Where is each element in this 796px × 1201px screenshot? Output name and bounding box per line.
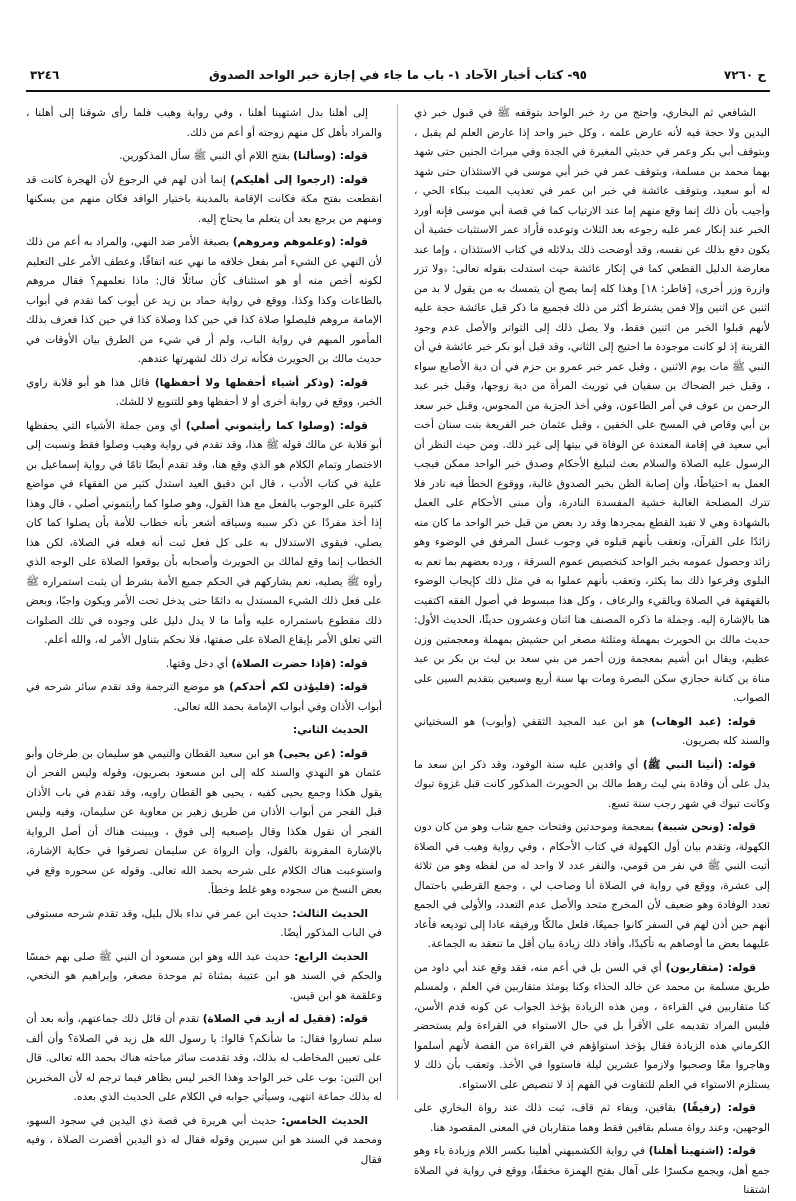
left-column [26, 104, 382, 1166]
running-title: ٩٥- كتاب أخبار الآحاد ١- باب ما جاء في إجازة خبر الواحد الصدوق [209, 68, 587, 82]
paragraph-heading: قوله: (اشتهينا أهلنا) [648, 1145, 757, 1157]
paragraph-text: هو ابن سعيد القطان والتيمي هو سليمان بن طرخان وأبو عثمان هو النهدي والسند كله إلى ابن مسعود بصريون، وقوله وليس الفجر أن يقول هكذا وجمع يحيى كفيه ، يحيى هو القطان راويه، وقد تقدم في باب الأذان قبل الفجر من أبواب الأذان من طريق زهير بن معاوية عن سليمان، وفيه وليس الفجر أن تقول هكذا وقال بإصبعيه إلى فوق ، ويبينت هناك أن أصل الرواية بالإشارة المقرونة بالقول، وأن الرواة عن سليمان تصرفوا في حكاية الإشارة، واستوعبت هناك الكلام على شرحه بحمد الله تعالى. وقوله عن سحوره وقع في بعض النسخ من سجوده وهو غلط وخطأ. [26, 747, 382, 896]
paragraph [26, 678, 382, 717]
hadith-number: ح ٧٢٦٠ [723, 68, 766, 82]
paragraph-text: في رواية الكشميهني أهلينا بكسر اللام وزيادة ياء وهو جمع أهل، ويجمع مكسرًا على آهال بفتح الهمزة مخففًا، ووقع في رواية في الصلاة اشتقنا [414, 1145, 770, 1196]
column-divider [397, 104, 398, 1100]
paragraph-heading: قوله: (ارجعوا إلى أهليكم) [230, 173, 368, 186]
paragraph-text: بفتح اللام أي النبي ﷺ سأل المذكورين. [119, 150, 294, 162]
paragraph-heading: قوله: (عن يحيى) [278, 747, 369, 760]
paragraph [26, 655, 382, 675]
paragraph [26, 745, 382, 901]
paragraph-heading: قوله: (وسألنا) [293, 150, 368, 162]
paragraph-text: الشافعي ثم البخاري، واحتج من رد خبر الواحد بتوقفه ﷺ في قبول خبر ذي اليدين ولا حجة فيه لأنه عارض علمه ، وكل خبر واحد إذا عارض العلم لم يقبل ، وبتوقف أبي بكر وعمر في حديثي المغيرة في الجدة وفي ميراث الجنين حتى شهد بهما محمد بن مسلمة، وبتوقف عمر في خبر أبي موسى في الاستئذان حتى شهد له أبو سعيد، وبتوقف عائشة في خبر ابن عمر في تعذيب الميت ببكاء الحي ، وأجيب بأن ذلك إنما وقع منهم إما عند الارتياب كما في قصة أبي موسى فإنه أورد الخبر عند إنكار عمر عليه رجوعه بعد الثلاث وتوعده فأراد عمر الاستثبات خشية أن يكون دفع بذلك عن نفسه، وقد أوضحت ذلك بدلائله في كتاب الاستئذان ، وإما عند معارضة الدليل القطعي كما في إنكار عائشة حيث استدلت بقوله تعالى: ﴿ولا تزر وازرة وزر أخرى﴾ [فاطر: ١٨] وهذا كله إنما يصح أن يتمسك به من يقول لا بد من اثنين عن اثنين وإلا فمن يشترط أكثر من ذلك فجميع ما ذكر قبل عائشة حجة عليه لأنهم قبلوا الخبر من اثنين فقط، ولا يصل ذلك إلى التواتر والأصل عدم وجود القرينة إذ لو كانت موجودة ما احتيج إلى الثاني، وقد قبل أبو بكر خبر عائشة في أن النبي ﷺ مات يوم الاثنين ، وقبل عمر خبر عمرو بن حزم في أن دية الأصابع سواء ، وقبل خبر الضحاك بن سفيان في توريث المرأة من دية زوجها، وقبل خبر عبد الرحمن بن عوف في أمر الطاعون، وفي أخذ الجزية من المجوس، وقبل خبر سعد بن أبي وقاص في المسح على الخفين ، وقبل عثمان خبر الفريعة بنت سنان أخت أبي سعيد في إقامة المعتدة عن الوفاة في بيتها إلى غير ذلك. ومن حيث النظر أن الرسول عليه الصلاة والسلام بعث لتبليغ الأحكام وصدق خبر الواحد ممكن فيجب العمل به احتياطًا، وأن إصابة الظن بخبر الصدوق غالبة، ووقوع الخطأ فيه نادر فلا تترك المصلحة الغالبة خشية المفسدة النادرة، وأن مبنى الأحكام على العمل بالشهادة وهي لا تفيد القطع بمجردها وقد رد بعض من قبل خبر الواحد ما كان منه زائدًا على القرآن، وتعقب بأنهم قبلوه في وجوب غسل المرفق في الوضوء وهو زائد وحصول عمومه بخبر الواحد كتخصيص عموم السرقة ، ورده بعضهم بما تعم به البلوى وفرعوا ذلك بما يكثر، وتعقب بأنهم عملوا به في مثل ذلك كإيجاب الوضوء بالقهقهة في الصلاة وبالقيء والرعاف ، وكل هذا مبسوط في أصول الفقه اكتفيت هنا بالإشارة إليه. وجملة ما ذكره المصنف هنا اثنان وعشرون حديثًا، الحديث الأول: حديث مالك بن الحويرث بمهملة ومثلثة مصغر ابن حشيش بمهملة ومعجمتين وزن عظيم، ويقال ابن أشيم بمعجمة وزن أحمر من بني سعد بن ليث بن بكر بن عبد مناة بن كنانة حجازي سكن البصرة ومات بها سنة أربع وسبعين بتقديم السين على الصواب. [414, 107, 771, 704]
paragraph [414, 104, 770, 709]
paragraph-text: قائل هذا هو أبو قلابة راوي الخبر، ووقع في رواية أخرى أو لا أحفظها وهو للتنويع لا للشك. [26, 376, 382, 408]
paragraph [414, 713, 770, 752]
paragraph [26, 1010, 382, 1108]
paragraph [414, 818, 770, 955]
book-page [26, 60, 771, 1196]
paragraph-text: أي في السن بل في أعم منه، فقد وقع عند أبي داود من طريق مسلمة بن محمد عن خالد الحذاء وكنا يومئذ متقاربين في العلم ، ولمسلم كنا متقاربين في القراءة ، ومن هذه الزيادة يؤخذ الجواب عن كونه قدم الأسن، فليس المراد تقديمه على الأقرأ بل في حال الاستواء في القراءة ولم يستحضر الكرماني هذه الزيادة فقال يؤخذ استواؤهم في القراءة من القصة لأنهم أسلموا وهاجروا معًا وصحبوا ولازموا عشرين ليلة فاستووا في الأخذ. وتعقب بأن ذلك لا يستلزم الاستواء في العلم للتفاوت في الفهم إذ لا تنصيص على الاستواء. [414, 961, 770, 1091]
paragraph-text: أي دخل وقتها. [165, 657, 232, 670]
paragraph [26, 147, 382, 167]
paragraph-heading: الحديث الرابع: [294, 950, 368, 963]
paragraph [26, 233, 382, 370]
paragraph-heading: قوله: (فقيل له أزيد في الصلاة) [202, 1013, 369, 1025]
paragraph-text: هو موضع الترجمة وقد تقدم سائر شرحه في أبواب الأذان وفي أبواب الإمامة بحمد الله تعالى. [26, 681, 382, 713]
paragraph [414, 1099, 770, 1138]
paragraph-heading: قوله: (عبد الوهاب) [650, 715, 756, 728]
paragraph-heading: قوله: (وصلوا كما رأيتموني أصلي) [185, 419, 368, 432]
paragraph-heading: قوله: (ونحن شببة) [657, 821, 756, 833]
paragraph-heading: قوله: (أتينا النبي ﷺ) [642, 758, 756, 771]
paragraph [26, 417, 382, 651]
paragraph [26, 721, 382, 741]
paragraph [26, 1112, 382, 1171]
paragraph-heading: قوله: (فإذا حضرت الصلاة) [231, 657, 368, 670]
paragraph-heading: الحديث الخامس: [281, 1114, 368, 1127]
paragraph-text: حديث ابن عمر في نداء بلال بليل، وقد تقدم شرحه مستوفى في الباب المذكور أيضًا. [26, 907, 382, 939]
paragraph-text: بقافين، وبفاء ثم قاف، ثبت ذلك عند رواة البخاري على الوجهين، وعند رواة مسلم بقافين فقط وهما متقاربان في المعنى المقصود هنا. [414, 1102, 770, 1134]
paragraph-heading: الحديث الثاني: [292, 724, 368, 736]
paragraph [26, 948, 382, 1007]
paragraph-text: حديث عبد الله وهو ابن مسعود أن النبي ﷺ صلى بهم خمسًا والحكم في السند هو ابن عتيبة بمثناة ثم موحدة مصغر، وإبراهيم هو النخعي، وعلقمة هو ابن قيس. [26, 950, 382, 1002]
paragraph-text: هو ابن عبد المجيد الثقفي (وأيوب) هو السختياني والسند كله بصريون. [414, 715, 770, 747]
paragraph [26, 171, 382, 230]
paragraph-text: أي ومن جملة الأشياء التي يحفظها أبو قلابة عن مالك قوله ﷺ هذا، وقد تقدم في رواية وهيب وصلوا فقط ونسبت إلى الاختصار وتمام الكلام هو الذي وقع هنا، وقد تقدم أيضًا تامًا في رواية إسماعيل بن علية في كتاب الأدب ، قال ابن دقيق العيد استدل كثير من الفقهاء في مواضع كثيرة على الوجوب بالفعل مع هذا القول، وهو صلوا كما رأيتموني أصلي ، قال وهذا إذا أخذ مفردًا عن ذكر سببه وسياقه أشعر بأنه خطاب للأمة بأن يصلوا كما كان يصلي، فيقوى الاستدلال به على كل فعل ثبت أنه فعله في الصلاة، لكن هذا الخطاب إنما وقع لمالك بن الحويرث وأصحابه بأن يوقعوا الصلاة على الوجه الذي رأوه ﷺ يصليه، نعم يشاركهم في الحكم جميع الأمة بشرط أن يثبت استمراره ﷺ على فعل ذلك الشيء المستدل به دائمًا حتى يدخل تحت الأمر ويكون واجبًا، وبعض ذلك مقطوع باستمراره عليه وأما ما لا يدل دليل على وجوده في تلك الصلوات التي تعلق الأمر بإيقاع الصلاة على صفتها، فلا نحكم بتناول الأمر له، والله أعلم. [26, 419, 382, 646]
paragraph-text: إنما أذن لهم في الرجوع لأن الهجرة كانت قد انقطعت بفتح مكة فكانت الإقامة بالمدينة باختيار الوافد فكان منهم من يسكنها ومنهم من يرجع بعد أن يتعلم ما يحتاج إليه. [26, 173, 382, 225]
paragraph-heading: قوله: (فليؤذن لكم أحدكم) [229, 681, 368, 693]
paragraph-text: إلى أهلنا بدل اشتهينا أهلنا ، وفي رواية وهيب فلما رأى شوقنا إلى أهلنا ، والمراد بأهل كل منهم زوجته أو أعم من ذلك. [26, 107, 382, 139]
paragraph-text: أي وافدين عليه سنة الوفود، وقد ذكر ابن سعد ما يدل على أن وفادة بني ليث رهط مالك بن الحويرث المذكور كانت قبل غزوة تبوك وكانت تبوك في شهر رجب سنة تسع. [414, 758, 770, 810]
text-columns [26, 104, 771, 1196]
right-column [414, 104, 771, 1196]
paragraph-text: تقدم أن قائل ذلك جماعتهم، وأنه بعد أن سلم تساروا فقال: ما شأنكم؟ قالوا: يا رسول الله هل زيد في الصلاة؟ وأن ألف على تعيين المخاطب له بذلك، وقد تقدمت سائر مباحثه هناك بحمد الله تعالى. قال ابن التين: بوب على خبر الواحد وهذا الخبر ليس بظاهر فيما ترجم له لأن المخبرين له بذلك جماعة انتهى، وسيأتي جوابه في الكلام على الحديث الذي بعده. [26, 1013, 382, 1103]
page-number: ٣٢٤٦ [30, 68, 60, 82]
paragraph [26, 905, 382, 944]
paragraph-heading: قوله: (متقاربون) [665, 961, 757, 974]
paragraph-text: بمعجمة وموحدتين وفتحات جمع شاب وهو من كان دون الكهولة، وتقدم بيان أول الكهولة في كتاب الأحكام ، وفي رواية وهيب في الصلاة أتيت النبي ﷺ في نفر من قومي، والنفر عدد لا واحد له من لفظه وهو من ثلاثة إلى عشرة، ووقع في رواية في الصلاة أنا وصاحب لي ، وجمع القرطبي باحتمال تعدد الوفادة وهو ضعيف لأن المخرج متحد والأصل عدم التعدد، والأولى في الجمع أنهم حين أذن لهم في السفر كانوا جميعًا، فلعل مالكًا ورفيقه عادا إلى توديعه فأعاد عليهما بعض ما أوصاهم به تأكيدًا، وأفاد ذلك زيادة بيان أقل ما تنعقد به الجماعة. [414, 821, 770, 950]
paragraph [26, 104, 382, 143]
paragraph-text: بصيغة الأمر ضد النهي، والمراد به أعم من ذلك لأن النهي عن الشيء أمر بفعل خلافه ما نهي عنه اتفاقًا، وعطف الأمر على التعليم لكونه أخص منه أو هو استئناف كأن سائلًا قال: ماذا نعلمهم؟ فقال مروهم بالطاعات وكذا وكذا. ووقع في رواية حماد بن زيد عن أيوب كما تقدم في أبواب الإمامة مروهم فليصلوا صلاة كذا في حين كذا وصلاة كذا في حين كذا فعرف بذلك المأمور المبهم في رواية الباب، ولم أر في شيء من الطرق بيان الأوقات في حديث مالك بن الحويرث فكأنه ترك ذلك لشهرتها عندهم. [26, 236, 382, 365]
paragraph-heading: قوله: (وعلموهم ومروهم) [232, 236, 368, 248]
paragraph-heading: قوله: (وذكر أشياء أحفظها ولا أحفظها) [154, 376, 369, 389]
paragraph [26, 374, 382, 413]
paragraph-heading: قوله: (رفيقًا) [682, 1102, 756, 1114]
paragraph [414, 756, 770, 815]
paragraph [414, 1142, 770, 1201]
paragraph [414, 959, 770, 1096]
paragraph-heading: الحديث الثالث: [292, 907, 368, 920]
paragraph-text: حديث أبي هريرة في قصة ذي اليدين في سجود السهو، ومحمد في السند هو ابن سيرين وقوله فقال له ذو اليدين أقصرت الصلاة ، وفيه فقال [26, 1114, 382, 1166]
page-header [26, 60, 770, 92]
